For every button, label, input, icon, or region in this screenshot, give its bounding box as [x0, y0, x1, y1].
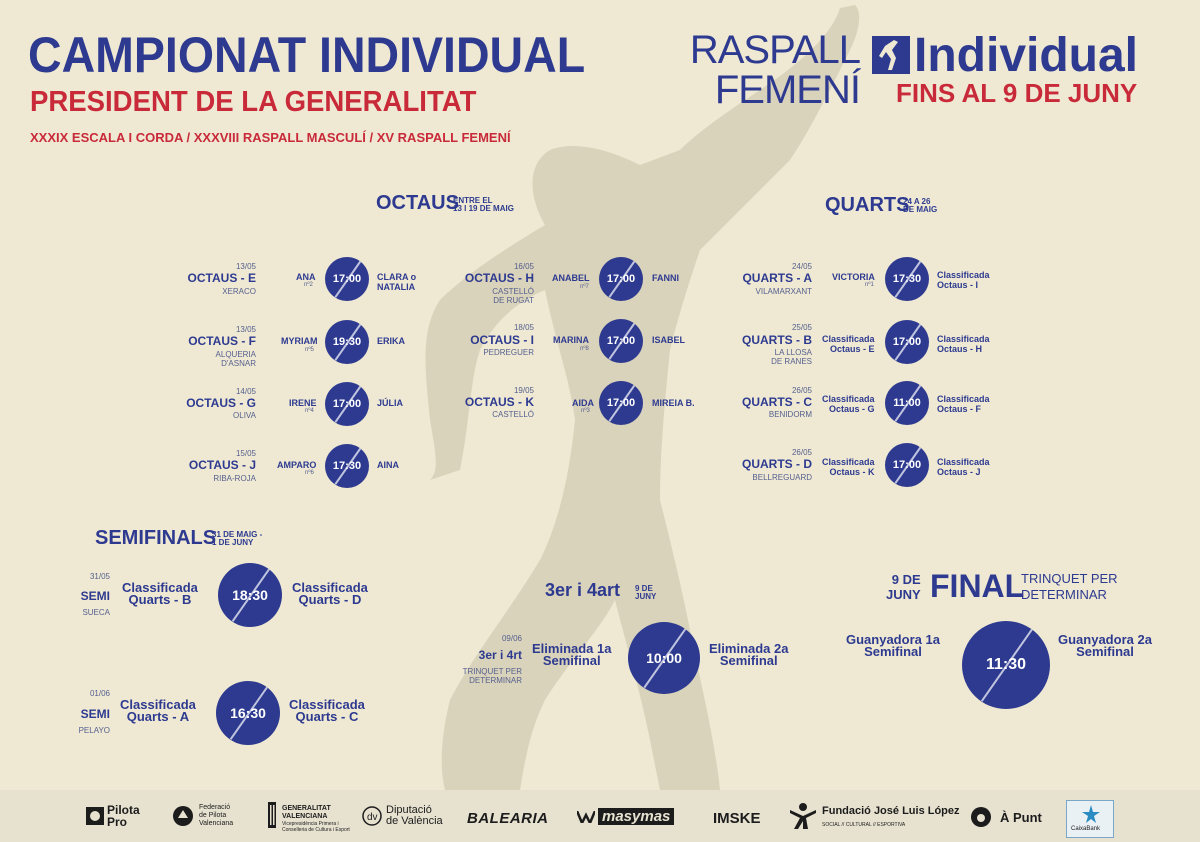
tercer-title: 3er i 4art: [545, 580, 621, 600]
ball-icon: [885, 381, 929, 425]
match-label: QUARTS - A: [742, 271, 812, 285]
player-2: Classificada Quarts - C: [289, 697, 365, 724]
player-2: Eliminada 2a Semifinal: [709, 641, 789, 668]
player-2: JÚLIA: [377, 398, 404, 408]
pilota-pro-icon: [86, 807, 104, 825]
pro-word: Pro: [107, 815, 128, 829]
match-label: OCTAUS - K: [464, 395, 534, 409]
match-time: 11:00: [893, 397, 921, 409]
match-venue: RIBA-ROJA: [213, 474, 256, 483]
match-date: 19/05: [513, 386, 534, 395]
sponsor-caixabank: CaixaBank: [1071, 826, 1101, 832]
caixabank-star-icon: [1081, 804, 1101, 824]
page-subtitle: PRESIDENT DE LA GENERALITAT: [30, 86, 477, 118]
match-label: OCTAUS - I: [470, 333, 534, 347]
match-venue: BELLREGUARD: [752, 473, 812, 482]
match-label: QUARTS - D: [742, 457, 812, 471]
player-2: Classificada Octaus - I: [937, 270, 990, 290]
seed: nº7: [580, 284, 589, 290]
quarts-dates: 24 A 26 DE MAIG: [903, 197, 938, 214]
match-time: 17:00: [892, 336, 922, 348]
match-time: 11:30: [985, 656, 1027, 673]
match-date: 01/06: [89, 689, 110, 698]
player-2: Classificada Octaus - H: [937, 334, 990, 354]
match-date: 26/05: [791, 448, 812, 457]
deadline-text: FINS AL 9 DE JUNY: [896, 78, 1138, 108]
player-2: Guanyadora 2a Semifinal: [1058, 632, 1152, 659]
ball-icon: [216, 681, 280, 745]
sponsor-imske: IMSKE: [713, 810, 761, 827]
sponsor-fundacio-small: SOCIAL // CULTURAL // ESPORTIVA: [822, 822, 906, 828]
quarts-title: QUARTS: [825, 194, 910, 216]
match-label: OCTAUS - G: [186, 396, 256, 410]
match-time: 17:00: [332, 398, 362, 410]
player-1: Classificada Octaus - G: [822, 394, 875, 414]
match-venue: PELAYO: [78, 726, 110, 735]
match-venue: OLIVA: [233, 411, 256, 420]
match-venue: CASTELLÓ DE RUGAT: [492, 287, 534, 305]
match-label: OCTAUS - J: [188, 458, 256, 472]
player-1: VICTORIA: [832, 272, 875, 282]
match-time: 16:30: [230, 705, 266, 721]
sponsor-pilota-pro: [107, 804, 140, 828]
match-date: 09/06: [501, 634, 522, 643]
ball-icon: [599, 257, 643, 301]
sponsor-masymas: masymas: [598, 808, 674, 825]
diputacio-icon: [362, 804, 382, 828]
match-label: 3er i 4rt: [478, 648, 522, 662]
ball-icon: [885, 443, 929, 487]
player-1: AIDA: [572, 398, 594, 408]
ball-icon: [325, 382, 369, 426]
sponsor-generalitat: GENERALITAT VALENCIANA: [282, 805, 331, 820]
player-1: ANABEL: [552, 273, 590, 283]
match-time: 17:00: [606, 335, 636, 347]
match-time: 17:00: [606, 273, 636, 285]
match-date: 25/05: [791, 323, 812, 332]
semifinals-dates: 31 DE MAIG - 1 DE JUNY: [212, 530, 263, 547]
match-venue: CASTELLÓ: [492, 410, 534, 419]
player-1: Guanyadora 1a Semifinal: [846, 632, 940, 659]
match-date: 13/05: [235, 262, 256, 271]
ball-icon: [325, 444, 369, 488]
ball-icon: [599, 319, 643, 363]
player-2: Classificada Octaus - F: [937, 394, 990, 414]
ball-icon: [628, 622, 700, 694]
player-2: Classificada Quarts - D: [292, 580, 368, 607]
sponsor-federacio: Federació de Pilota Valenciana: [199, 804, 234, 827]
sponsor-generalitat-small: Vicepresidència Primera i Conselleria de Cultura i Esport: [282, 821, 350, 833]
octaus-title: OCTAUS: [376, 192, 459, 214]
player-1: AMPARO: [277, 460, 317, 470]
match-date: 31/05: [89, 572, 110, 581]
match-time: 19:30: [332, 336, 362, 348]
match-time: 17:00: [332, 273, 362, 285]
player-2: Classificada Octaus - J: [937, 457, 990, 477]
match-date: 13/05: [235, 325, 256, 334]
ball-icon: [962, 621, 1050, 709]
ball-icon: [325, 320, 369, 364]
seed: nº5: [305, 347, 314, 353]
match-time: 17:30: [892, 273, 922, 285]
octaus-dates: ENTRE EL 13 I 19 DE MAIG: [453, 196, 514, 213]
match-date: 16/05: [513, 262, 534, 271]
seed: nº4: [305, 408, 314, 414]
ball-icon: [885, 257, 929, 301]
player-1: Classificada Octaus - K: [822, 457, 875, 477]
match-date: 15/05: [235, 449, 256, 458]
match-label: SEMI: [80, 707, 110, 721]
match-time: 17:30: [332, 460, 362, 472]
match-venue: LA LLOSA DE RANES: [771, 348, 812, 366]
player-1: Eliminada 1a Semifinal: [532, 641, 612, 668]
federacio-icon: [172, 804, 194, 828]
sponsor-fundacio: Fundació José Luis López: [822, 805, 960, 817]
match-time: 17:00: [892, 459, 922, 471]
match-time: 17:00: [606, 397, 636, 409]
match-date: 14/05: [235, 387, 256, 396]
match-label: OCTAUS - E: [187, 271, 256, 285]
caixabank-box: [1066, 800, 1114, 838]
sponsor-diputacio: Diputació de València: [386, 804, 443, 827]
player-1: MYRIAM: [281, 336, 318, 346]
seed: nº1: [865, 282, 874, 288]
final-venue: TRINQUET PER DETERMINAR: [1021, 571, 1118, 602]
seed: nº6: [305, 470, 314, 476]
player-2: CLARA o NATALIA: [377, 272, 417, 292]
generalitat-icon: [266, 802, 278, 828]
match-venue: TRINQUET PER DETERMINAR: [462, 667, 522, 685]
match-label: QUARTS - C: [742, 395, 812, 409]
match-venue: PEDREGUER: [483, 348, 534, 357]
sponsors-bar: [0, 790, 1200, 842]
match-date: 24/05: [791, 262, 812, 271]
seed: nº3: [581, 408, 590, 414]
player-2: ERIKA: [377, 336, 406, 346]
femeni-word: FEMENÍ: [714, 68, 860, 112]
player-1: Classificada Octaus - E: [822, 334, 875, 354]
match-date: 18/05: [513, 323, 534, 332]
tercer-dates: 9 DE JUNY: [635, 584, 657, 601]
player-1: Classificada Quarts - B: [122, 580, 198, 607]
match-time: 18:30: [232, 587, 268, 603]
player-2: MIREIA B.: [652, 398, 695, 408]
match-label: SEMI: [80, 589, 110, 603]
match-venue: VILAMARXANT: [755, 287, 812, 296]
final-title: FINAL: [930, 568, 1025, 604]
match-label: OCTAUS - F: [188, 334, 256, 348]
player-logo-icon: [872, 36, 910, 74]
ball-icon: [599, 381, 643, 425]
semifinals-title: SEMIFINALS: [95, 527, 217, 549]
sponsor-apunt: À Punt: [1000, 810, 1042, 825]
match-time: 10:00: [646, 650, 682, 666]
pilota-word: Pilota: [107, 803, 140, 817]
svg-text:dv: dv: [367, 812, 378, 823]
match-venue: BENIDORM: [768, 410, 812, 419]
match-venue: ALQUERIA D'ASNAR: [215, 350, 256, 368]
match-venue: XERACO: [222, 287, 256, 296]
final-date: 9 DE JUNY: [886, 572, 921, 602]
seed: nº8: [580, 346, 589, 352]
fundacio-icon: [788, 802, 818, 830]
page-title: CAMPIONAT INDIVIDUAL: [28, 27, 586, 83]
sponsor-balearia: BALEARIA: [467, 810, 549, 827]
ball-icon: [218, 563, 282, 627]
player-1: MARINA: [553, 335, 589, 345]
raspall-word: RASPALL: [689, 28, 860, 72]
player-1: ANA: [296, 272, 316, 282]
match-venue: SUECA: [82, 608, 110, 617]
seed: nº2: [304, 282, 313, 288]
player-2: FANNI: [652, 273, 679, 283]
raspall-femeni-text: [676, 30, 860, 110]
match-date: 26/05: [791, 386, 812, 395]
match-label: QUARTS - B: [742, 333, 812, 347]
player-2: AINA: [377, 460, 399, 470]
match-label: OCTAUS - H: [464, 271, 534, 285]
player-1: IRENE: [289, 398, 317, 408]
player-1: Classificada Quarts - A: [120, 697, 196, 724]
masymas-icon: [577, 811, 595, 823]
ball-icon: [885, 320, 929, 364]
player-2: ISABEL: [652, 335, 686, 345]
ball-icon: [325, 257, 369, 301]
individual-title: Individual: [914, 29, 1139, 82]
edition-line: XXXIX ESCALA I CORDA / XXXVIII RASPALL MASCULÍ / XV RASPALL FEMENÍ: [30, 130, 511, 145]
apunt-icon: [970, 806, 992, 828]
